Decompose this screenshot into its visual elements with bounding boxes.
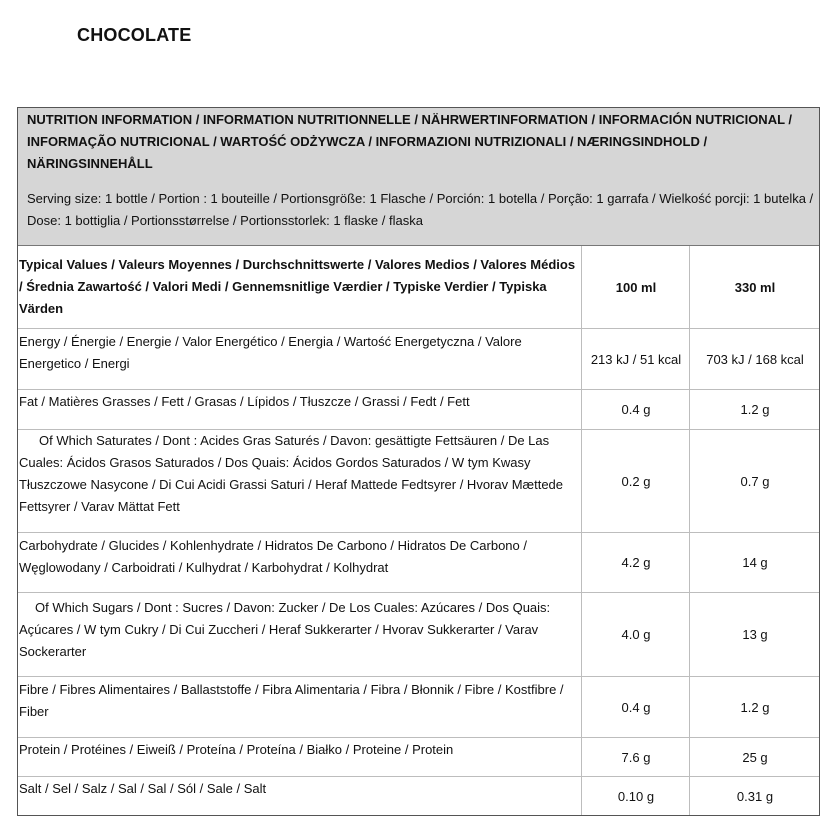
row-fat [18, 390, 819, 430]
row-saturates [18, 430, 819, 533]
row-protein [18, 738, 819, 777]
value-100ml: 0.10 g [581, 777, 690, 815]
value-100ml: 0.2 g [581, 430, 690, 532]
value-100ml: 0.4 g [581, 677, 690, 737]
typical-values-label: Typical Values / Valeurs Moyennes / Durchschnittswerte / Valores Medios / Valores Médios / Średnia Zawartość / Valori Medi / Gennemsnitlige Værdier / Typiske Verdier / Typiska Värden [19, 257, 576, 316]
nutrient-label: Of Which Sugars / Dont : Sucres / Davon: Zucker / De Los Cuales: Azúcares / Dos Quais: Açúcares / W tym Cukry / Di Cui Zuccheri / Heraf Sukkerarter / Hvorav Sukkerarter / Varav Sockerarter [19, 600, 551, 659]
column-100ml: 100 ml [581, 246, 690, 328]
row-carbohydrate [18, 533, 819, 593]
value-330ml: 703 kJ / 168 kcal [689, 329, 820, 389]
column-330ml: 330 ml [689, 246, 820, 328]
row-sugars [18, 593, 819, 677]
table-header [18, 108, 819, 246]
row-salt [18, 777, 819, 815]
value-330ml: 1.2 g [689, 677, 820, 737]
nutrient-label: Of Which Saturates / Dont : Acides Gras Saturés / Davon: gesättigte Fettsäuren / De Las Cuales: Ácidos Grasos Saturados / Dos Quais: Ácidos Gordos Saturados / W tym Kwasy Tłuszczowe Nasycone / Di Cui Acidi Grassi Saturi / Heraf Mattede Fedtsyrer / Hvorav Mættede Fettsyrer / Varav Mättat Fett [19, 433, 564, 514]
value-330ml: 14 g [689, 533, 820, 592]
serving-size: Serving size: 1 bottle / Portion : 1 bouteille / Portionsgröße: 1 Flasche / Porción: 1 botella / Porção: 1 garrafa / Wielkość porcji: 1 butelka / Dose: 1 bottiglia / Portionsstørrelse / Portionsstorlek: 1 flaske / flaska [27, 191, 814, 228]
value-330ml: 0.31 g [689, 777, 820, 815]
value-100ml: 7.6 g [581, 738, 690, 776]
nutrition-table [17, 107, 820, 816]
product-title: CHOCOLATE [77, 25, 192, 45]
value-100ml: 4.0 g [581, 593, 690, 676]
value-330ml: 25 g [689, 738, 820, 776]
nutrient-label: Fat / Matières Grasses / Fett / Grasas / Lípidos / Tłuszcze / Grassi / Fedt / Fett [19, 394, 470, 409]
value-100ml: 213 kJ / 51 kcal [581, 329, 690, 389]
row-fibre [18, 677, 819, 738]
value-100ml: 4.2 g [581, 533, 690, 592]
nutrient-label: Fibre / Fibres Alimentaires / Ballaststoffe / Fibra Alimentaria / Fibra / Błonnik / Fibre / Kostfibre / Fiber [19, 682, 564, 719]
nutrient-label: Protein / Protéines / Eiweiß / Proteína / Proteína / Białko / Proteine / Protein [19, 742, 454, 757]
row-energy [18, 329, 819, 390]
nutrient-label: Salt / Sel / Salz / Sal / Sal / Sól / Sale / Salt [19, 781, 267, 796]
column-header-row [18, 246, 819, 329]
value-100ml: 0.4 g [581, 390, 690, 429]
nutrient-label: Carbohydrate / Glucides / Kohlenhydrate / Hidratos De Carbono / Hidratos De Carbono / Węglowodany / Carboidrati / Kulhydrat / Karbohydrat / Kolhydrat [19, 538, 527, 575]
value-330ml: 0.7 g [689, 430, 820, 532]
value-330ml: 1.2 g [689, 390, 820, 429]
value-330ml: 13 g [689, 593, 820, 676]
nutrition-heading: NUTRITION INFORMATION / INFORMATION NUTRITIONNELLE / NÄHRWERTINFORMATION / INFORMACIÓN NUTRICIONAL / INFORMAÇÃO NUTRICIONAL / WARTOŚĆ ODŻYWCZA / INFORMAZIONI NUTRIZIONALI / NÆRINGSINDHOLD / NÄRINGSINNEHÅLL [27, 112, 793, 171]
nutrient-label: Energy / Énergie / Energie / Valor Energético / Energia / Wartość Energetyczna / Valore Energetico / Energi [19, 334, 522, 371]
